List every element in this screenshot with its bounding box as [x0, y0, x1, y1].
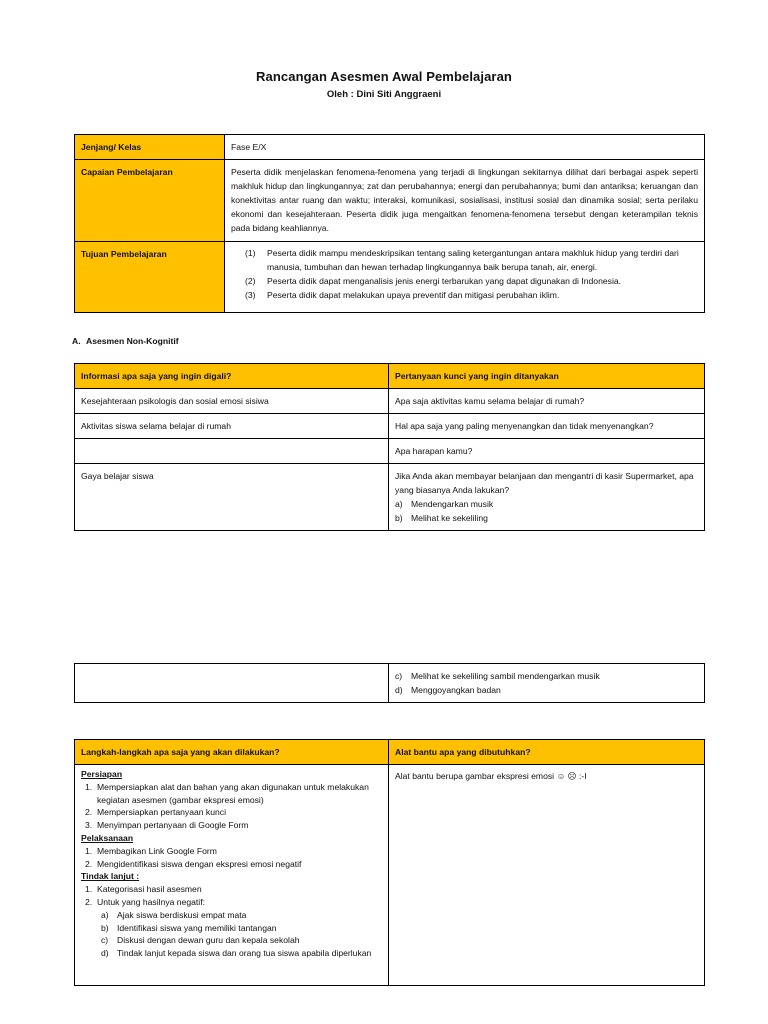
page-title: Rancangan Asesmen Awal Pembelajaran — [256, 69, 512, 84]
item-text: Membagikan Link Google Form — [97, 845, 217, 856]
steps-cell — [75, 765, 389, 986]
list-item — [85, 819, 382, 832]
table-row — [75, 664, 705, 703]
list-item — [101, 934, 382, 947]
item-text: Mengidentifikasi siswa dengan ekspresi emosi negatif — [97, 858, 302, 869]
question-text: Jika Anda akan membayar belanjaan dan mengantri di kasir Supermarket, apa yang biasanya Anda lakukan? — [395, 471, 694, 495]
noncog-cell-question: Apa harapan kamu? — [389, 439, 705, 464]
list-item — [101, 922, 382, 935]
steps-header-right: Alat bantu apa yang dibutuhkan? — [389, 740, 705, 765]
item-text: Identifikasi siswa yang memiliki tantangan — [117, 922, 277, 933]
item-number: 3. — [85, 820, 93, 831]
info-label-tujuan: Tujuan Pembelajaran — [75, 242, 225, 313]
steps-header-left: Langkah-langkah apa saja yang akan dilakukan? — [75, 740, 389, 765]
option-key: b) — [395, 513, 403, 523]
list-item — [85, 781, 382, 807]
noncog-header-left: Informasi apa saja yang ingin digali? — [75, 364, 389, 389]
item-text: Kategorisasi hasil asesmen — [97, 884, 202, 895]
list-item — [85, 858, 382, 871]
table-header-row — [75, 740, 705, 765]
section-letter: A. — [72, 336, 81, 346]
item-number: 1. — [85, 884, 93, 895]
list-item — [101, 909, 382, 922]
info-value-tujuan — [225, 242, 705, 313]
goal-text: Peserta didik dapat melakukan upaya preventif dan mitigasi perubahan iklim. — [267, 290, 560, 300]
table-row — [75, 464, 705, 531]
table-row — [75, 439, 705, 464]
list-item — [85, 896, 382, 909]
table-row — [75, 160, 705, 242]
pelaksanaan-heading: Pelaksanaan — [81, 832, 134, 843]
item-text: Tindak lanjut kepada siswa dan orang tua siswa apabila diperlukan — [117, 948, 372, 959]
list-item — [85, 806, 382, 819]
list-item — [395, 683, 698, 697]
info-value-capaian: Peserta didik menjelaskan fenomena-fenomena yang terjadi di lingkungan sekitarnya dilihat dari berbagai aspek seperti makhluk hidup dan lingkungannya; zat dan perubahannya; energi dan perubahannya; bumi dan antariksa; keruangan dan konektivitas antar ruang dan waktu; interaksi, komunikasi, sosialisasi, institusi sosial dan dinamika sosial; serta perilaku ekonomi dan kesejahteraan. Peserta didik juga mengaitkan fenomena-fenomena tersebut dengan keterampilan teknis pada bidang keahliannya. — [225, 160, 705, 242]
option-text: Melihat ke sekeliling — [411, 513, 488, 523]
noncog-cell-info: Aktivitas siswa selama belajar di rumah — [75, 414, 389, 439]
list-item — [245, 246, 698, 274]
item-text: Diskusi dengan dewan guru dan kepala sekolah — [117, 935, 300, 946]
list-item — [395, 511, 698, 525]
goal-number: (2) — [245, 276, 256, 286]
info-label-jenjang: Jenjang/ Kelas — [75, 135, 225, 160]
list-item — [85, 883, 382, 896]
list-item — [101, 947, 382, 960]
goal-number: (3) — [245, 290, 256, 300]
item-text: Untuk yang hasilnya negatif: — [97, 896, 205, 907]
item-key: d) — [101, 948, 109, 959]
goal-number: (1) — [245, 248, 256, 258]
noncog-header-right: Pertanyaan kunci yang ingin ditanyakan — [389, 364, 705, 389]
noncog-cell-info: Kesejahteraan psikologis dan sosial emosi sisiwa — [75, 389, 389, 414]
item-number: 2. — [85, 858, 93, 869]
noncog-cell-info: Gaya belajar siswa — [75, 464, 389, 531]
item-text: Mempersiapkan pertanyaan kunci — [97, 807, 226, 818]
item-key: a) — [101, 909, 109, 920]
tools-cell: Alat bantu berupa gambar ekspresi emosi ☺ ☹ :-I — [389, 765, 705, 986]
option-text: Menggoyangkan badan — [411, 685, 501, 695]
item-number: 1. — [85, 845, 93, 856]
info-table — [74, 134, 705, 313]
option-key: d) — [395, 685, 403, 695]
list-item — [395, 669, 698, 683]
continued-cell-info — [75, 664, 389, 703]
item-key: c) — [101, 935, 109, 946]
goal-text: Peserta didik mampu mendeskripsikan tentang saling ketergantungan antara makhluk hidup yang terdiri dari manusia, tumbuhan dan hewan terhadap lingkungannya baik berupa tanah, air, energi. — [267, 248, 679, 272]
list-item — [395, 497, 698, 511]
list-item — [85, 845, 382, 858]
item-number: 1. — [85, 781, 93, 792]
noncog-cell-question: Apa saja aktivitas kamu selama belajar di rumah? — [389, 389, 705, 414]
section-title: Asesmen Non-Kognitif — [86, 336, 179, 346]
noncog-cell-question: Hal apa saja yang paling menyenangkan dan tidak menyenangkan? — [389, 414, 705, 439]
table-row — [75, 242, 705, 313]
item-text: Mempersiapkan alat dan bahan yang akan digunakan untuk melakukan kegiatan asesmen (gambar ekspresi emosi) — [97, 781, 369, 805]
option-text: Mendengarkan musik — [411, 499, 494, 509]
noncog-cell-question — [389, 464, 705, 531]
list-item — [245, 288, 698, 302]
table-row — [75, 389, 705, 414]
noncog-table — [74, 363, 705, 531]
table-row — [75, 135, 705, 160]
page-author: Oleh : Dini Siti Anggraeni — [326, 89, 442, 100]
list-item — [245, 274, 698, 288]
option-text: Melihat ke sekeliling sambil mendengarkan musik — [411, 671, 600, 681]
table-row — [75, 765, 705, 986]
item-number: 2. — [85, 896, 93, 907]
item-text: Ajak siswa berdiskusi empat mata — [117, 909, 247, 920]
persiapan-heading: Persiapan — [81, 769, 123, 779]
option-key: c) — [395, 671, 403, 681]
tindak-lanjut-heading: Tindak lanjut : — [81, 871, 140, 882]
option-key: a) — [395, 499, 403, 509]
table-row — [75, 414, 705, 439]
table-header-row — [75, 364, 705, 389]
goal-text: Peserta didik dapat menganalisis jenis energi terbarukan yang dapat digunakan di Indonesia. — [267, 276, 622, 286]
info-label-capaian: Capaian Pembelajaran — [75, 160, 225, 242]
item-number: 2. — [85, 807, 93, 818]
noncog-cell-info — [75, 439, 389, 464]
continued-cell-options — [389, 664, 705, 703]
steps-table — [74, 739, 705, 986]
info-value-jenjang: Fase E/X — [225, 135, 705, 160]
section-heading — [72, 336, 179, 346]
continued-table — [74, 663, 705, 703]
item-key: b) — [101, 922, 109, 933]
item-text: Menyimpan pertanyaan di Google Form — [97, 820, 249, 831]
